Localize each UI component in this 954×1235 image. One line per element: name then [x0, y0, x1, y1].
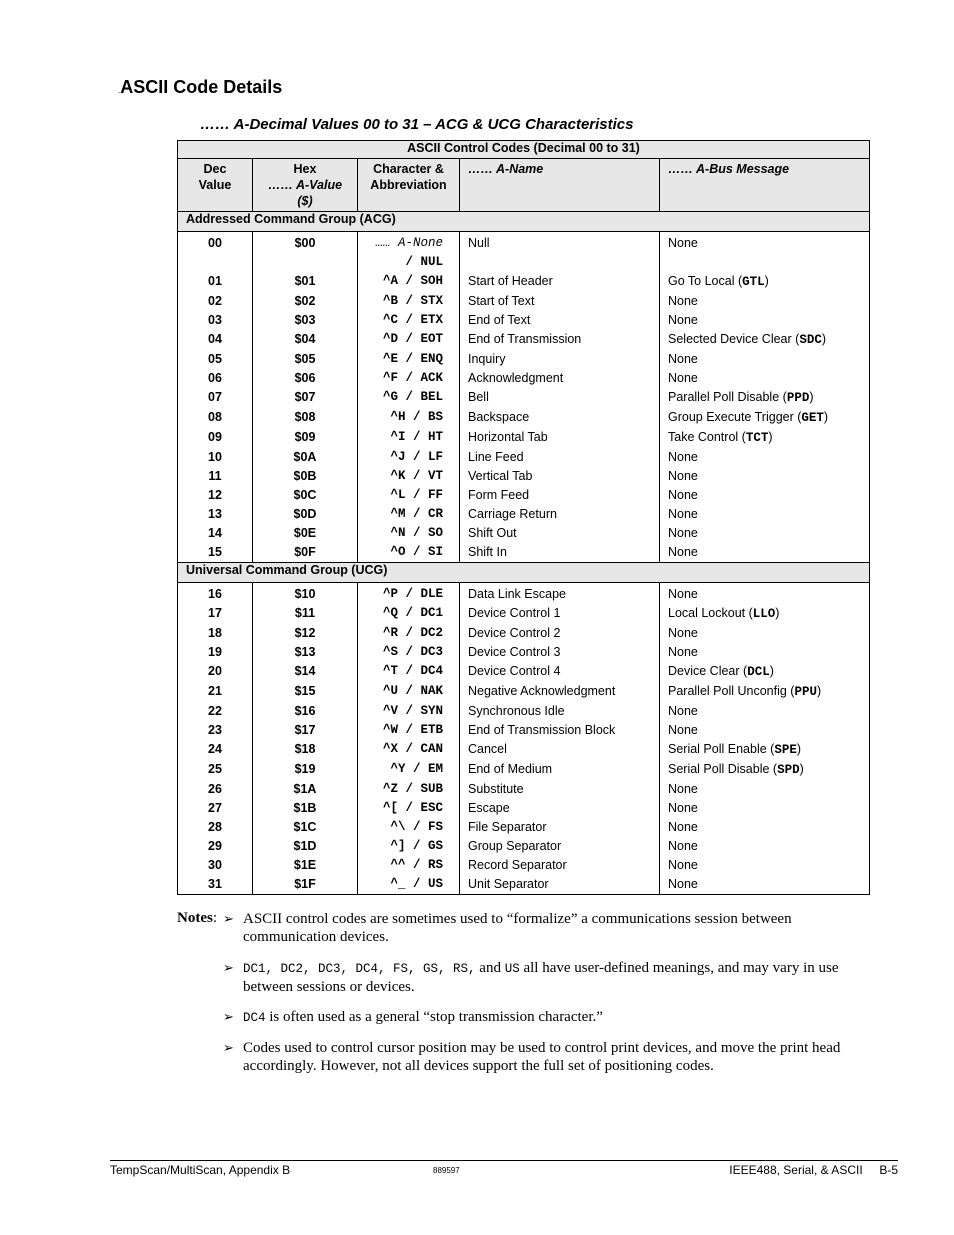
- table-row: [178, 350, 870, 369]
- character-cell: ^G / BEL: [358, 388, 460, 408]
- code-name-cell: Null: [460, 232, 660, 273]
- code-name-cell: Device Control 1: [460, 604, 660, 624]
- code-name-cell: Start of Header: [460, 272, 660, 292]
- hex-value-cell: $0C: [253, 486, 358, 505]
- dec-value-cell: 03: [178, 311, 253, 330]
- table-subheading: …… A-Decimal Values 00 to 31 – ACG & UCG Characteristics: [200, 116, 634, 133]
- footer-part-number: 889597: [433, 1166, 460, 1175]
- bus-message-cell: None: [660, 505, 870, 524]
- table-row: [178, 604, 870, 624]
- heading-title: ASCII Code Details: [120, 77, 283, 97]
- character-cell: ^M / CR: [358, 505, 460, 524]
- table-body: [178, 212, 870, 895]
- code-name-cell: Synchronous Idle: [460, 702, 660, 721]
- code-name-cell: Device Control 3: [460, 643, 660, 662]
- bus-message-cell: None: [660, 721, 870, 740]
- character-cell: ^A / SOH: [358, 272, 460, 292]
- bus-message-cell: None: [660, 837, 870, 856]
- character-cell: ^_ / US: [358, 875, 460, 895]
- arrow-bullet-icon: ➢: [223, 960, 234, 975]
- note-item: [223, 1039, 863, 1075]
- bus-message-cell: Selected Device Clear (SDC): [660, 330, 870, 350]
- dec-value-cell: 04: [178, 330, 253, 350]
- table-row: [178, 583, 870, 605]
- hex-value-cell: $19: [253, 760, 358, 780]
- bus-message-cell: None: [660, 818, 870, 837]
- dec-value-cell: 27: [178, 799, 253, 818]
- hex-value-cell: $1C: [253, 818, 358, 837]
- table-row: [178, 448, 870, 467]
- character-cell: ^S / DC3: [358, 643, 460, 662]
- code-name-cell: End of Transmission Block: [460, 721, 660, 740]
- code-name-cell: End of Text: [460, 311, 660, 330]
- dec-value-cell: 26: [178, 780, 253, 799]
- table-row: [178, 330, 870, 350]
- footer-document-title: TempScan/MultiScan, Appendix B: [110, 1163, 291, 1177]
- dec-value-cell: 24: [178, 740, 253, 760]
- note-item: [223, 910, 863, 946]
- hex-value-cell: $14: [253, 662, 358, 682]
- character-cell: ^W / ETB: [358, 721, 460, 740]
- hex-value-cell: $13: [253, 643, 358, 662]
- hex-value-cell: $09: [253, 428, 358, 448]
- table-row: [178, 543, 870, 563]
- code-name-cell: End of Transmission: [460, 330, 660, 350]
- character-cell: ^\ / FS: [358, 818, 460, 837]
- note-text: and: [475, 960, 505, 976]
- table-row: [178, 760, 870, 780]
- group-label: Universal Command Group (UCG): [178, 563, 870, 583]
- footer-divider: [110, 1160, 898, 1161]
- table-row: [178, 232, 870, 273]
- dec-value-cell: 06: [178, 369, 253, 388]
- character-cell: ^C / ETX: [358, 311, 460, 330]
- dec-value-cell: 10: [178, 448, 253, 467]
- table-row: [178, 272, 870, 292]
- ascii-control-codes-table: [177, 140, 870, 895]
- dec-value-cell: 14: [178, 524, 253, 543]
- dec-value-cell: 21: [178, 682, 253, 702]
- table-row: [178, 721, 870, 740]
- code-name-cell: Unit Separator: [460, 875, 660, 895]
- dec-value-cell: 31: [178, 875, 253, 895]
- arrow-bullet-icon: ➢: [223, 1009, 234, 1024]
- code-name-cell: Device Control 2: [460, 624, 660, 643]
- dec-value-cell: 17: [178, 604, 253, 624]
- dec-value-cell: 01: [178, 272, 253, 292]
- code-name-cell: Shift In: [460, 543, 660, 563]
- table-row: [178, 682, 870, 702]
- hex-value-cell: $0B: [253, 467, 358, 486]
- table-row: [178, 875, 870, 895]
- table-row: [178, 524, 870, 543]
- hex-value-cell: $0A: [253, 448, 358, 467]
- note-code: DC4: [243, 1011, 266, 1025]
- arrow-bullet-icon: ➢: [223, 1040, 234, 1055]
- character-cell: …… A-None / NUL: [358, 232, 460, 273]
- hex-value-cell: $1E: [253, 856, 358, 875]
- dec-value-cell: 22: [178, 702, 253, 721]
- hex-value-cell: $0D: [253, 505, 358, 524]
- table-row: [178, 837, 870, 856]
- bus-message-cell: None: [660, 311, 870, 330]
- hex-value-cell: $04: [253, 330, 358, 350]
- dec-value-cell: 12: [178, 486, 253, 505]
- character-cell: ^P / DLE: [358, 583, 460, 605]
- footer-page-label: IEEE488, Serial, & ASCII B-5: [729, 1163, 898, 1177]
- dec-value-cell: 29: [178, 837, 253, 856]
- table-row: [178, 486, 870, 505]
- code-name-cell: Substitute: [460, 780, 660, 799]
- character-cell: ^Q / DC1: [358, 604, 460, 624]
- bus-message-cell: None: [660, 543, 870, 563]
- character-cell: ^O / SI: [358, 543, 460, 563]
- heading-prefix: .: [118, 86, 121, 95]
- table-title: ASCII Control Codes (Decimal 00 to 31): [178, 141, 870, 159]
- table-row: [178, 369, 870, 388]
- character-cell: ^B / STX: [358, 292, 460, 311]
- character-cell: ^X / CAN: [358, 740, 460, 760]
- code-name-cell: End of Medium: [460, 760, 660, 780]
- column-header-character: Character & Abbreviation: [358, 159, 460, 212]
- bus-message-cell: Serial Poll Enable (SPE): [660, 740, 870, 760]
- hex-value-cell: $17: [253, 721, 358, 740]
- table-row: [178, 740, 870, 760]
- table-row: [178, 505, 870, 524]
- bus-message-cell: None: [660, 702, 870, 721]
- hex-value-cell: $0E: [253, 524, 358, 543]
- table-row: [178, 624, 870, 643]
- character-cell: ^[ / ESC: [358, 799, 460, 818]
- note-code: US: [504, 962, 520, 976]
- table-row: [178, 643, 870, 662]
- character-cell: ^L / FF: [358, 486, 460, 505]
- hex-value-cell: $11: [253, 604, 358, 624]
- code-name-cell: Data Link Escape: [460, 583, 660, 605]
- note-item: [223, 959, 863, 996]
- code-name-cell: Line Feed: [460, 448, 660, 467]
- dec-value-cell: 20: [178, 662, 253, 682]
- group-label: Addressed Command Group (ACG): [178, 212, 870, 232]
- table-row: [178, 428, 870, 448]
- hex-value-cell: $1D: [253, 837, 358, 856]
- table-row: [178, 408, 870, 428]
- character-cell: ^] / GS: [358, 837, 460, 856]
- character-cell: ^D / EOT: [358, 330, 460, 350]
- dec-value-cell: 13: [178, 505, 253, 524]
- table-row: [178, 818, 870, 837]
- hex-value-cell: $06: [253, 369, 358, 388]
- hex-value-cell: $03: [253, 311, 358, 330]
- hex-value-cell: $12: [253, 624, 358, 643]
- hex-value-cell: $05: [253, 350, 358, 369]
- code-name-cell: Start of Text: [460, 292, 660, 311]
- note-text: ASCII control codes are sometimes used to “formalize” a communications session between communication devices.: [243, 911, 792, 945]
- code-name-cell: File Separator: [460, 818, 660, 837]
- column-header-bus-message: …… A-Bus Message: [660, 159, 870, 212]
- dec-value-cell: 02: [178, 292, 253, 311]
- dec-value-cell: 30: [178, 856, 253, 875]
- hex-value-cell: $08: [253, 408, 358, 428]
- bus-message-cell: Device Clear (DCL): [660, 662, 870, 682]
- code-name-cell: Vertical Tab: [460, 467, 660, 486]
- dec-value-cell: 23: [178, 721, 253, 740]
- bus-message-cell: None: [660, 467, 870, 486]
- column-header-dec: Dec Value: [178, 159, 253, 212]
- hex-value-cell: $18: [253, 740, 358, 760]
- section-heading: [118, 77, 282, 98]
- note-code-list: DC1, DC2, DC3, DC4, FS, GS, RS,: [243, 962, 476, 976]
- bus-message-cell: Local Lockout (LLO): [660, 604, 870, 624]
- character-cell: ^N / SO: [358, 524, 460, 543]
- bus-message-cell: None: [660, 583, 870, 605]
- bus-message-cell: None: [660, 856, 870, 875]
- hex-value-cell: $00: [253, 232, 358, 273]
- group-header-row: [178, 212, 870, 232]
- table-row: [178, 292, 870, 311]
- code-name-cell: Escape: [460, 799, 660, 818]
- character-cell: ^J / LF: [358, 448, 460, 467]
- table-row: [178, 467, 870, 486]
- character-cell: ^Z / SUB: [358, 780, 460, 799]
- hex-value-cell: $01: [253, 272, 358, 292]
- table-row: [178, 856, 870, 875]
- hex-value-cell: $07: [253, 388, 358, 408]
- character-cell: ^V / SYN: [358, 702, 460, 721]
- bus-message-cell: None: [660, 875, 870, 895]
- bus-message-cell: Take Control (TCT): [660, 428, 870, 448]
- character-cell: ^U / NAK: [358, 682, 460, 702]
- bus-message-cell: None: [660, 643, 870, 662]
- character-cell: ^E / ENQ: [358, 350, 460, 369]
- code-name-cell: Cancel: [460, 740, 660, 760]
- dec-value-cell: 05: [178, 350, 253, 369]
- note-item: [223, 1008, 863, 1027]
- code-name-cell: Form Feed: [460, 486, 660, 505]
- table-row: [178, 702, 870, 721]
- dec-value-cell: 07: [178, 388, 253, 408]
- group-header-row: [178, 563, 870, 583]
- bus-message-cell: None: [660, 799, 870, 818]
- character-cell: ^^ / RS: [358, 856, 460, 875]
- dec-value-cell: 25: [178, 760, 253, 780]
- bus-message-cell: Serial Poll Disable (SPD): [660, 760, 870, 780]
- bus-message-cell: None: [660, 524, 870, 543]
- hex-value-cell: $10: [253, 583, 358, 605]
- hex-value-cell: $1F: [253, 875, 358, 895]
- table-row: [178, 780, 870, 799]
- arrow-bullet-icon: ➢: [223, 911, 234, 926]
- code-name-cell: Backspace: [460, 408, 660, 428]
- code-name-cell: Bell: [460, 388, 660, 408]
- bus-message-cell: Parallel Poll Disable (PPD): [660, 388, 870, 408]
- character-cell: ^K / VT: [358, 467, 460, 486]
- hex-value-cell: $1B: [253, 799, 358, 818]
- bus-message-cell: Group Execute Trigger (GET): [660, 408, 870, 428]
- bus-message-cell: None: [660, 369, 870, 388]
- dec-value-cell: 09: [178, 428, 253, 448]
- note-text: all have user-defined meanings, and may vary in use between sessions or devices.: [243, 960, 839, 995]
- code-name-cell: Acknowledgment: [460, 369, 660, 388]
- hex-value-cell: $16: [253, 702, 358, 721]
- bus-message-cell: None: [660, 292, 870, 311]
- bus-message-cell: None: [660, 780, 870, 799]
- bus-message-cell: None: [660, 624, 870, 643]
- bus-message-cell: None: [660, 232, 870, 273]
- code-name-cell: Inquiry: [460, 350, 660, 369]
- table-row: [178, 662, 870, 682]
- code-name-cell: Device Control 4: [460, 662, 660, 682]
- dec-value-cell: 28: [178, 818, 253, 837]
- dec-value-cell: 16: [178, 583, 253, 605]
- hex-value-cell: $02: [253, 292, 358, 311]
- code-name-cell: Carriage Return: [460, 505, 660, 524]
- notes-label: Notes:: [177, 910, 217, 926]
- note-text: is often used as a general “stop transmission character.”: [265, 1009, 603, 1025]
- dec-value-cell: 08: [178, 408, 253, 428]
- bus-message-cell: None: [660, 448, 870, 467]
- code-name-cell: Negative Acknowledgment: [460, 682, 660, 702]
- dec-value-cell: 11: [178, 467, 253, 486]
- character-cell: ^H / BS: [358, 408, 460, 428]
- character-cell: ^I / HT: [358, 428, 460, 448]
- hex-value-cell: $15: [253, 682, 358, 702]
- code-name-cell: Record Separator: [460, 856, 660, 875]
- code-name-cell: Horizontal Tab: [460, 428, 660, 448]
- code-name-cell: Group Separator: [460, 837, 660, 856]
- table-row: [178, 388, 870, 408]
- dec-value-cell: 00: [178, 232, 253, 273]
- column-header-hex: Hex …… A-Value ($): [253, 159, 358, 212]
- dec-value-cell: 18: [178, 624, 253, 643]
- code-name-cell: Shift Out: [460, 524, 660, 543]
- bus-message-cell: None: [660, 350, 870, 369]
- table-row: [178, 799, 870, 818]
- character-cell: ^R / DC2: [358, 624, 460, 643]
- character-cell: ^T / DC4: [358, 662, 460, 682]
- dec-value-cell: 19: [178, 643, 253, 662]
- column-header-name: …… A-Name: [460, 159, 660, 212]
- dec-value-cell: 15: [178, 543, 253, 563]
- hex-value-cell: $0F: [253, 543, 358, 563]
- character-cell: ^Y / EM: [358, 760, 460, 780]
- bus-message-cell: Go To Local (GTL): [660, 272, 870, 292]
- bus-message-cell: Parallel Poll Unconfig (PPU): [660, 682, 870, 702]
- bus-message-cell: None: [660, 486, 870, 505]
- character-cell: ^F / ACK: [358, 369, 460, 388]
- note-text: Codes used to control cursor position may be used to control print devices, and move the print head accordingly. However, not all devices support the full set of positioning codes.: [243, 1040, 841, 1074]
- hex-value-cell: $1A: [253, 780, 358, 799]
- table-row: [178, 311, 870, 330]
